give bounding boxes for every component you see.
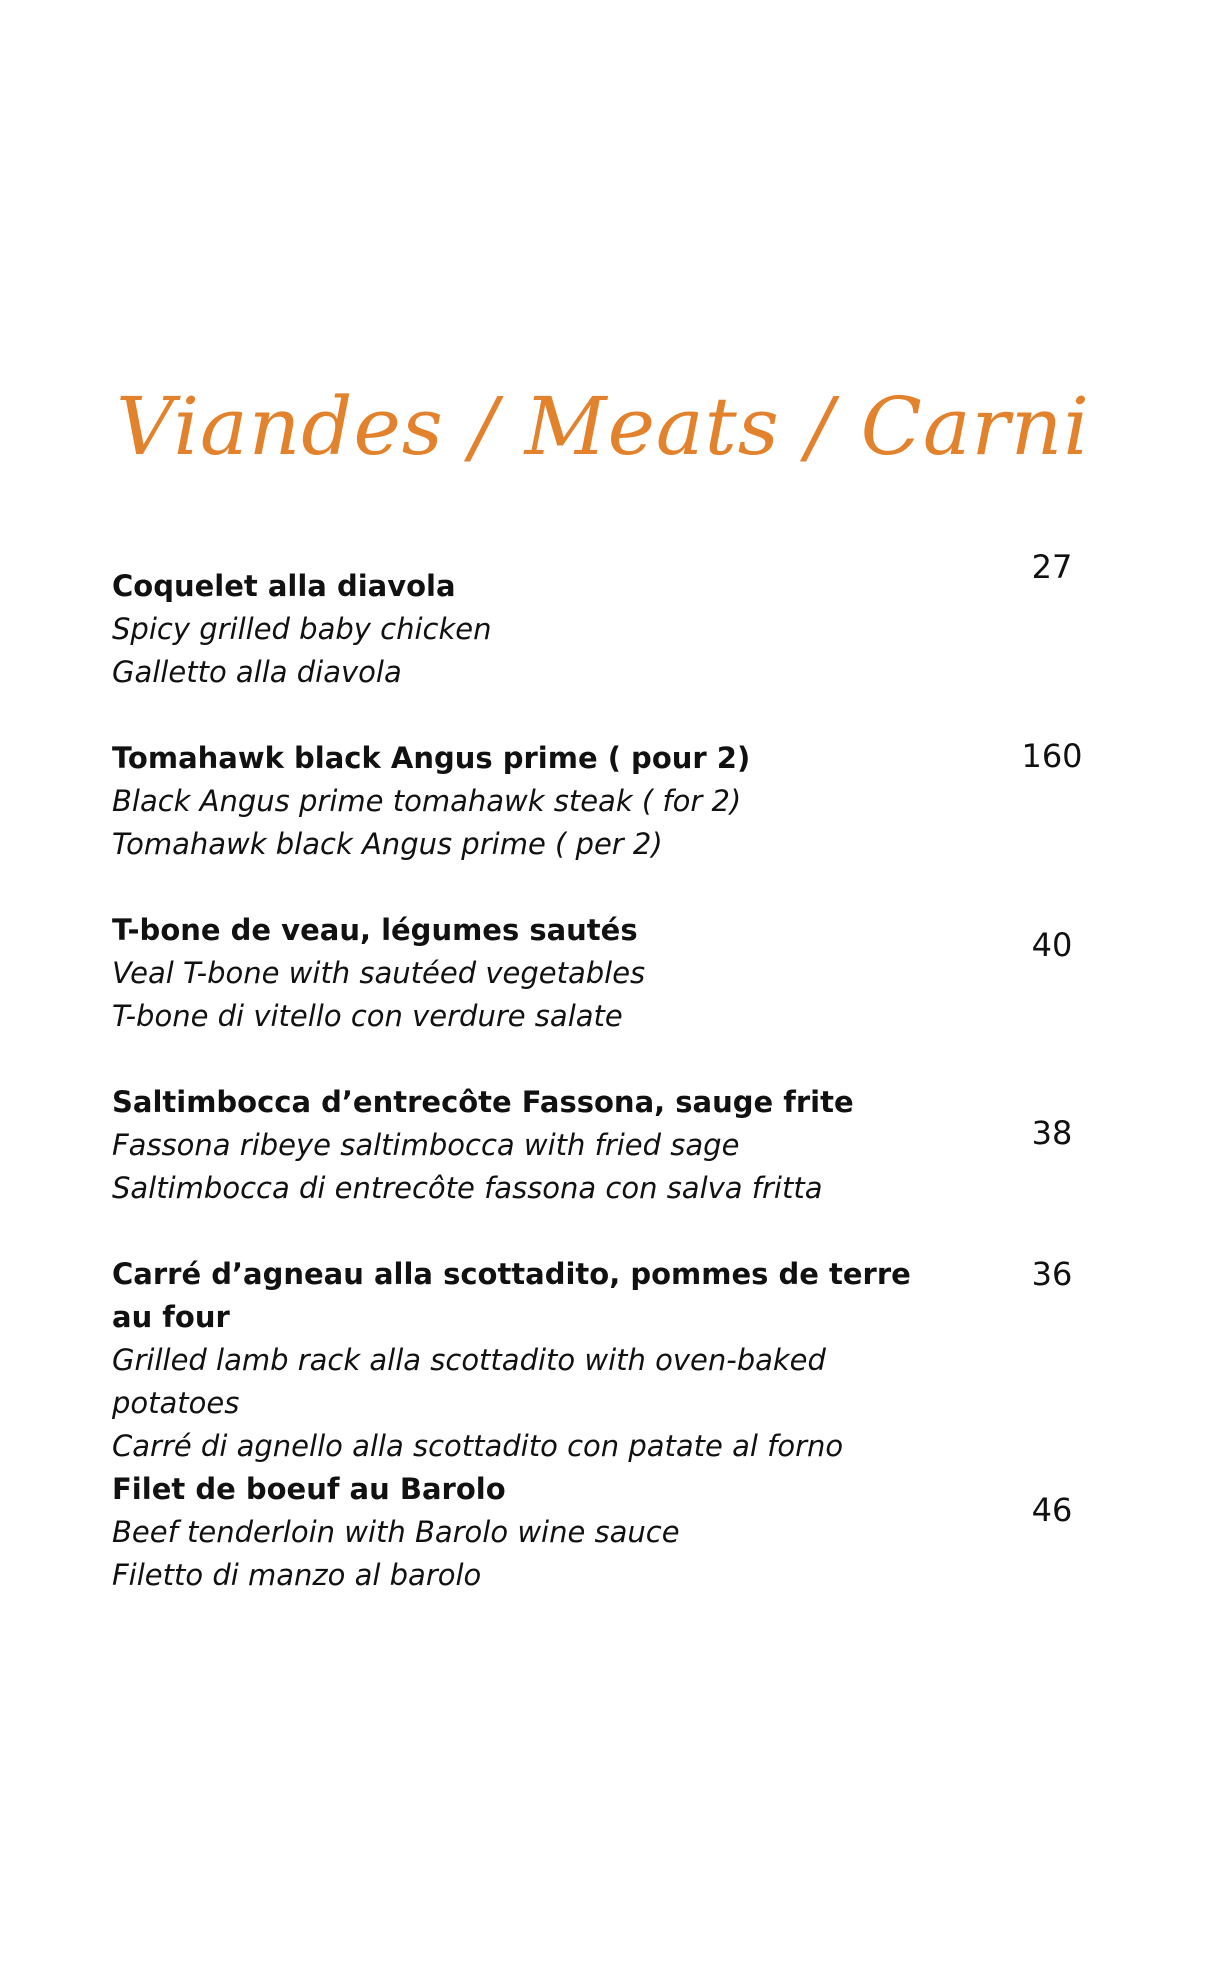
item-description-en: Veal T-bone with sautéed vegetables: [112, 956, 646, 990]
item-description-it: Carré di agnello alla scottadito con patate al forno: [112, 1429, 844, 1463]
item-description-en: Beef tenderloin with Barolo wine sauce: [112, 1515, 680, 1549]
menu-item-coquelet: [112, 548, 1102, 737]
menu-list: [112, 548, 1102, 1640]
item-description-en: Grilled lamb rack alla scottadito with oven-baked potatoes: [112, 1343, 826, 1420]
menu-item-carre-agneau: [112, 1253, 1102, 1468]
item-name: Saltimbocca d’entrecôte Fassona, sauge frite: [112, 1085, 854, 1119]
menu-item-tomahawk: [112, 737, 1102, 909]
page-title: Viandes / Meats / Carni: [116, 380, 1090, 473]
item-price: 160: [1021, 737, 1083, 775]
item-price: 46: [1031, 1491, 1073, 1529]
item-name: Coquelet alla diavola: [112, 569, 456, 603]
item-description-en: Spicy grilled baby chicken: [112, 612, 492, 646]
item-price: 36: [1031, 1255, 1073, 1293]
item-name: Tomahawk black Angus prime ( pour 2): [112, 741, 751, 775]
item-description-it: T-bone di vitello con verdure salate: [112, 999, 623, 1033]
item-description-it: Saltimbocca di entrecôte fassona con salva fritta: [112, 1171, 823, 1205]
item-price: 27: [1031, 548, 1073, 586]
menu-item-tbone: [112, 909, 1102, 1081]
item-description-en: Fassona ribeye saltimbocca with fried sage: [112, 1128, 740, 1162]
item-description-en: Black Angus prime tomahawk steak ( for 2): [112, 784, 742, 818]
menu-item-saltimbocca: [112, 1081, 1102, 1253]
item-description-it: Galletto alla diavola: [112, 655, 402, 689]
item-price: 40: [1031, 926, 1073, 964]
item-name: Carré d’agneau alla scottadito, pommes de terre au four: [112, 1257, 911, 1334]
item-name: Filet de boeuf au Barolo: [112, 1472, 506, 1506]
menu-item-filet-boeuf: [112, 1468, 1102, 1640]
item-price: 38: [1031, 1114, 1073, 1152]
item-description-it: Filetto di manzo al barolo: [112, 1558, 482, 1592]
item-name: T-bone de veau, légumes sautés: [112, 913, 638, 947]
item-description-it: Tomahawk black Angus prime ( per 2): [112, 827, 663, 861]
